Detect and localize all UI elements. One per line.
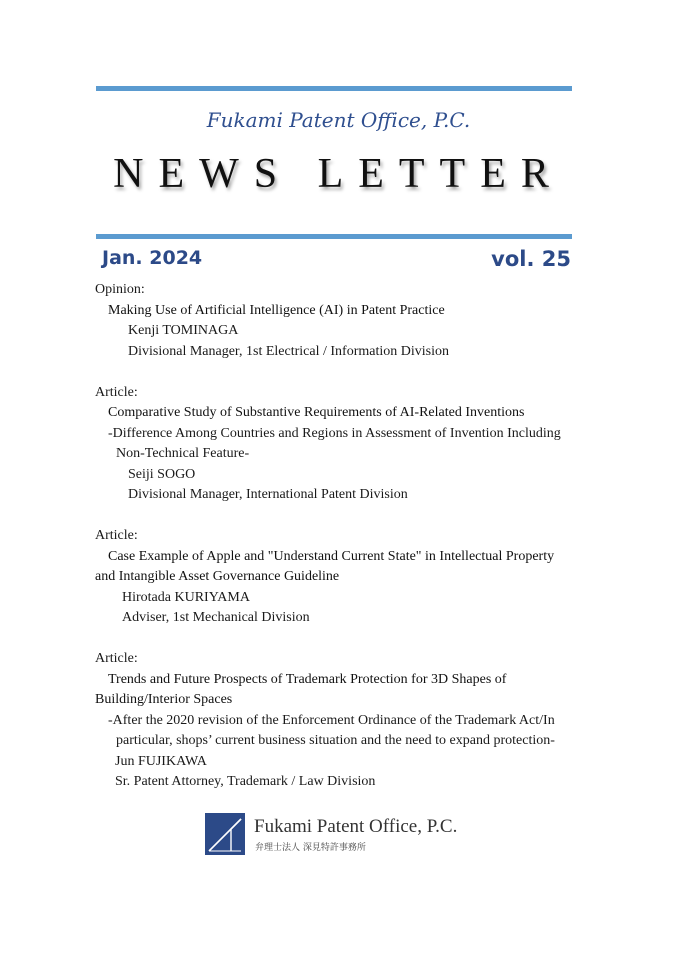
article-subtitle: particular, shops’ current business situation and the need to expand protection- <box>116 733 555 748</box>
toc-entry-article-3 <box>95 649 615 793</box>
issue-date: Jan. 2024 <box>102 247 203 269</box>
article-title: and Intangible Asset Governance Guideline <box>95 569 340 584</box>
article-title: Comparative Study of Substantive Requirements of AI-Related Inventions <box>108 405 525 420</box>
article-title: Building/Interior Spaces <box>95 692 233 707</box>
org-header: Fukami Patent Office, P.C. <box>206 108 471 132</box>
author-name: Hirotada KURIYAMA <box>122 589 250 605</box>
author-name: Seiji SOGO <box>128 466 196 482</box>
article-subtitle: -Difference Among Countries and Regions in Assessment of Invention Including <box>108 425 561 441</box>
table-of-contents <box>95 280 615 793</box>
toc-entry-opinion <box>95 280 615 362</box>
author-position: Divisional Manager, International Patent Division <box>128 487 408 502</box>
article-subtitle: Non-Technical Feature- <box>116 446 250 461</box>
section-label: Article: <box>95 384 138 400</box>
section-label: Article: <box>95 651 138 666</box>
footer-org-name-ja: 弁理士法人 深見特許事務所 <box>255 843 366 853</box>
author-name: Jun FUJIKAWA <box>115 753 207 769</box>
toc-entry-article-2 <box>95 526 615 629</box>
fukami-logo-icon <box>205 813 245 855</box>
header-top-rule <box>96 86 572 91</box>
author-position: Adviser, 1st Mechanical Division <box>122 610 310 625</box>
author-position: Divisional Manager, 1st Electrical / Information Division <box>128 343 449 359</box>
header-bottom-rule <box>96 234 572 239</box>
article-subtitle: -After the 2020 revision of the Enforcement Ordinance of the Trademark Act/In <box>108 712 555 728</box>
toc-entry-article-1 <box>95 383 615 506</box>
issue-volume: vol. 25 <box>491 247 571 271</box>
author-name: Kenji TOMINAGA <box>128 323 239 338</box>
article-title: Case Example of Apple and "Understand Current State" in Intellectual Property <box>108 548 555 564</box>
article-title: Making Use of Artificial Intelligence (AI) in Patent Practice <box>108 302 445 318</box>
newsletter-title: NEWS LETTER <box>113 151 564 197</box>
author-position: Sr. Patent Attorney, Trademark / Law Division <box>115 774 376 789</box>
section-label: Article: <box>95 528 138 543</box>
footer-org-name: Fukami Patent Office, P.C. <box>254 816 458 837</box>
section-label: Opinion: <box>95 282 145 297</box>
article-title: Trends and Future Prospects of Trademark Protection for 3D Shapes of <box>108 671 507 687</box>
